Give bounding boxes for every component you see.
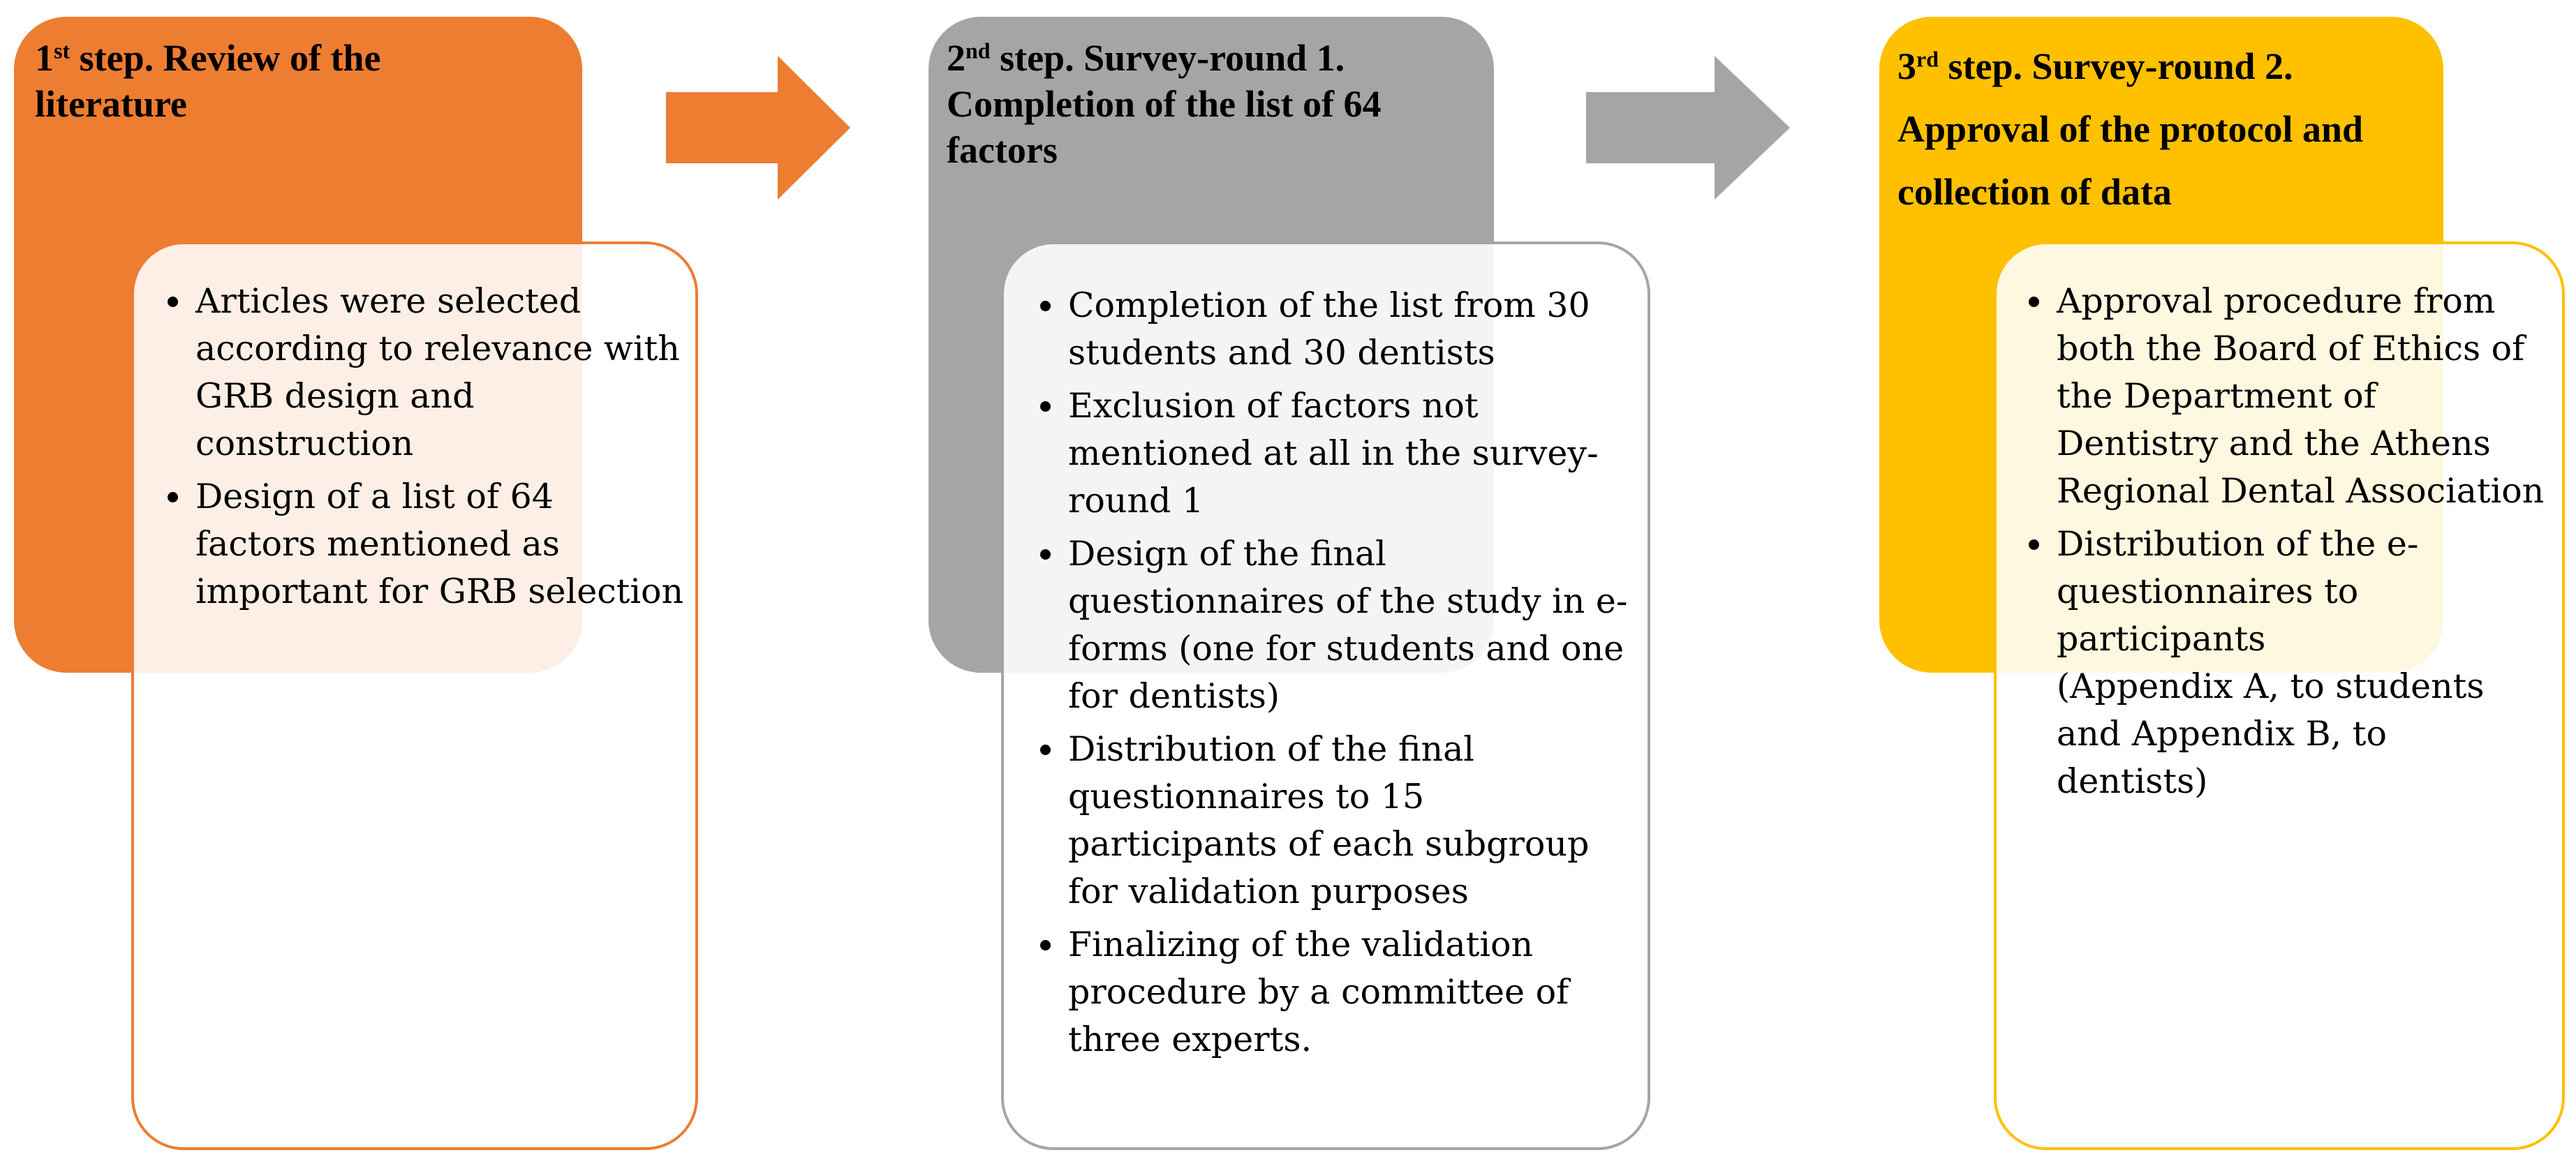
step-1-title-line2: literature: [35, 83, 187, 125]
step-1-title: [35, 35, 565, 127]
step-3-bullet-continuation: (Appendix A, to students and Appendix B, to dentists): [2057, 666, 2485, 801]
step-1-bullet-list: [168, 278, 684, 621]
step-2-bullet: Finalizing of the validation procedure by a committee of three experts.: [1040, 921, 1641, 1064]
step-1-ordinal-suffix: st: [54, 38, 71, 64]
step-3-bullet: Approval procedure from both the Board of Ethics of the Department of Dentistry and the Athens Regional Dental Association: [2029, 278, 2545, 515]
arrow-right-icon: [1586, 56, 1790, 200]
step-1-title-text: step. Review of the: [70, 37, 381, 79]
step-2-bullet: Design of the final questionnaires of the study in e-forms (one for students and one for dentists): [1040, 530, 1641, 720]
step-3-ordinal-suffix: rd: [1916, 46, 1939, 72]
step-1-bullet: Design of a list of 64 factors mentioned as important for GRB selection: [168, 473, 684, 616]
step-2-bullet: Exclusion of factors not mentioned at all in the survey-round 1: [1040, 382, 1641, 525]
step-3-title-line3: collection of data: [1897, 171, 2172, 213]
step-2-title-text: step. Survey-round 1.: [990, 37, 1345, 79]
step-2-bullet: Completion of the list from 30 students and 30 dentists: [1040, 282, 1641, 377]
step-1-bullet: Articles were selected according to relevance with GRB design and construction: [168, 278, 684, 468]
step-2-title: [947, 35, 1477, 173]
step-3-bullet: Distribution of the e-questionnaires to participants: [2029, 521, 2545, 663]
step-3-ordinal: 3: [1897, 45, 1916, 87]
step-2-bullet: Distribution of the final questionnaires to 15 participants of each subgroup for validation purposes: [1040, 726, 1641, 916]
step-3-title-line2: Approval of the protocol and: [1897, 108, 2364, 150]
step-2-ordinal: 2: [947, 37, 965, 79]
arrow-right-icon: [666, 56, 850, 200]
step-1-ordinal: 1: [35, 37, 54, 79]
step-3-bullet-list: [2029, 278, 2545, 811]
step-2-ordinal-suffix: nd: [965, 38, 991, 64]
step-3-title: [1897, 35, 2428, 223]
step-2-title-line2: Completion of the list of 64: [947, 83, 1382, 125]
step-2-title-line3: factors: [947, 129, 1058, 171]
step-2-bullet-list: [1040, 282, 1641, 1069]
step-3-title-text: step. Survey-round 2.: [1939, 45, 2293, 87]
